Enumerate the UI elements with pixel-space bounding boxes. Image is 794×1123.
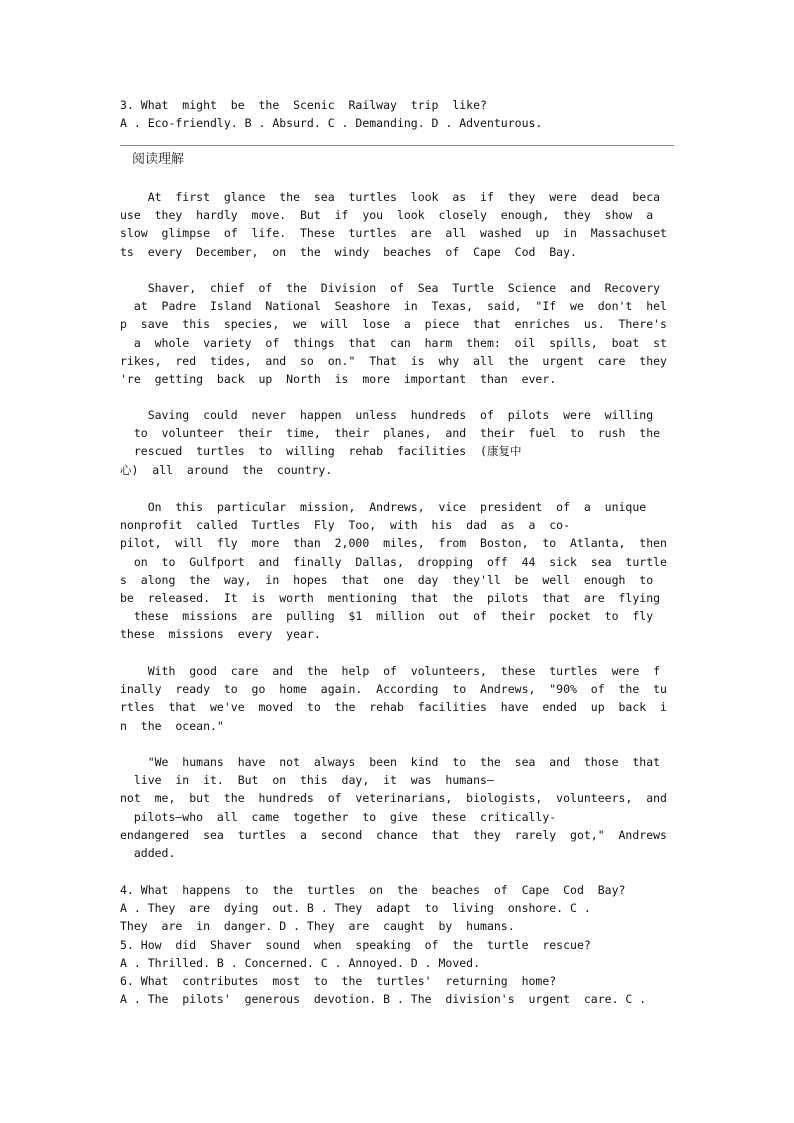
question-3-stem: 3. What might be the Scenic Railway trip like? bbox=[120, 98, 487, 112]
question-3 bbox=[120, 96, 675, 132]
paragraph-1 bbox=[120, 188, 675, 261]
question-6-stem: 6. What contributes most to the turtles' returning home? bbox=[120, 973, 557, 988]
text-line: p save this species, we will lose a piece that enriches us. There's bbox=[120, 317, 667, 332]
paragraph-4 bbox=[120, 498, 675, 644]
question-4-options: They are in danger. D . They are caught by humans. bbox=[120, 919, 515, 934]
text-line: 心) all around the country. bbox=[120, 462, 333, 477]
text-line: slow glimpse of life. These turtles are all washed up in Massachuset bbox=[120, 226, 667, 241]
text-line: endangered sea turtles a second chance that they rarely got," Andrews bbox=[120, 827, 667, 842]
question-4-options: A . They are dying out. B . They adapt to living onshore. C . bbox=[120, 901, 591, 916]
text-line: s along the way, in hopes that one day they'll be well enough to bbox=[120, 572, 654, 587]
text-line: to volunteer their time, their planes, and their fuel to rush the bbox=[120, 426, 661, 441]
text-line: Shaver, chief of the Division of Sea Turtle Science and Recovery bbox=[120, 281, 661, 295]
text-line: Saving could never happen unless hundreds of pilots were willing bbox=[120, 408, 654, 422]
question-6-options: A . The pilots' generous devotion. B . The division's urgent care. C . bbox=[120, 992, 647, 1007]
text-line: 're getting back up North is more important than ever. bbox=[120, 371, 557, 386]
paragraph-5 bbox=[120, 662, 675, 735]
text-line: rescued turtles to willing rehab facilities (康复中 bbox=[120, 444, 522, 459]
text-line: On this particular mission, Andrews, vice president of a unique bbox=[120, 500, 647, 514]
text-line: use they hardly move. But if you look closely enough, they show a bbox=[120, 208, 654, 223]
paragraph-2 bbox=[120, 279, 675, 388]
question-3-options: A . Eco-friendly. B . Absurd. C . Demanding. D . Adventurous. bbox=[120, 116, 543, 131]
section-title: 阅读理解 bbox=[132, 152, 185, 167]
text-line: rikes, red tides, and so on." That is why all the urgent care they bbox=[120, 353, 667, 368]
text-line: ts every December, on the windy beaches of Cape Cod Bay. bbox=[120, 244, 577, 259]
text-line: inally ready to go home again. According to Andrews, "90% of the tu bbox=[120, 682, 667, 697]
text-line: not me, but the hundreds of veterinarians, biologists, volunteers, and bbox=[120, 791, 667, 806]
text-line: "We humans have not always been kind to the sea and those that bbox=[120, 755, 661, 769]
text-line: live in it. But on this day, it was humans— bbox=[120, 773, 494, 788]
text-line: n the ocean." bbox=[120, 718, 224, 733]
text-line: At first glance the sea turtles look as if they were dead beca bbox=[120, 190, 661, 204]
text-line: pilots—who all came together to give these critically- bbox=[120, 809, 557, 824]
question-4-stem: 4. What happens to the turtles on the beaches of Cape Cod Bay? bbox=[120, 883, 626, 897]
text-line: at Padre Island National Seashore in Texas, said, "If we don't hel bbox=[120, 299, 667, 314]
question-5-options: A . Thrilled. B . Concerned. C . Annoyed. D . Moved. bbox=[120, 955, 481, 970]
text-line: nonprofit called Turtles Fly Too, with his dad as a co- bbox=[120, 518, 571, 533]
text-line: these missions every year. bbox=[120, 627, 321, 642]
text-line: on to Gulfport and finally Dallas, dropping off 44 sick sea turtle bbox=[120, 554, 667, 569]
section-divider bbox=[120, 145, 674, 146]
questions-block bbox=[120, 881, 675, 1008]
question-5-stem: 5. How did Shaver sound when speaking of the turtle rescue? bbox=[120, 937, 591, 952]
text-line: rtles that we've moved to the rehab facilities have ended up back i bbox=[120, 700, 667, 715]
text-line: pilot, will fly more than 2,000 miles, from Boston, to Atlanta, then bbox=[120, 536, 667, 551]
text-line: these missions are pulling $1 million out of their pocket to fly bbox=[120, 609, 654, 624]
paragraph-6 bbox=[120, 753, 675, 862]
text-line: a whole variety of things that can harm them: oil spills, boat st bbox=[120, 335, 667, 350]
paragraph-3 bbox=[120, 406, 675, 479]
text-line: added. bbox=[120, 845, 176, 860]
text-line: be released. It is worth mentioning that the pilots that are flying bbox=[120, 590, 661, 605]
text-line: With good care and the help of volunteers, these turtles were f bbox=[120, 664, 661, 678]
